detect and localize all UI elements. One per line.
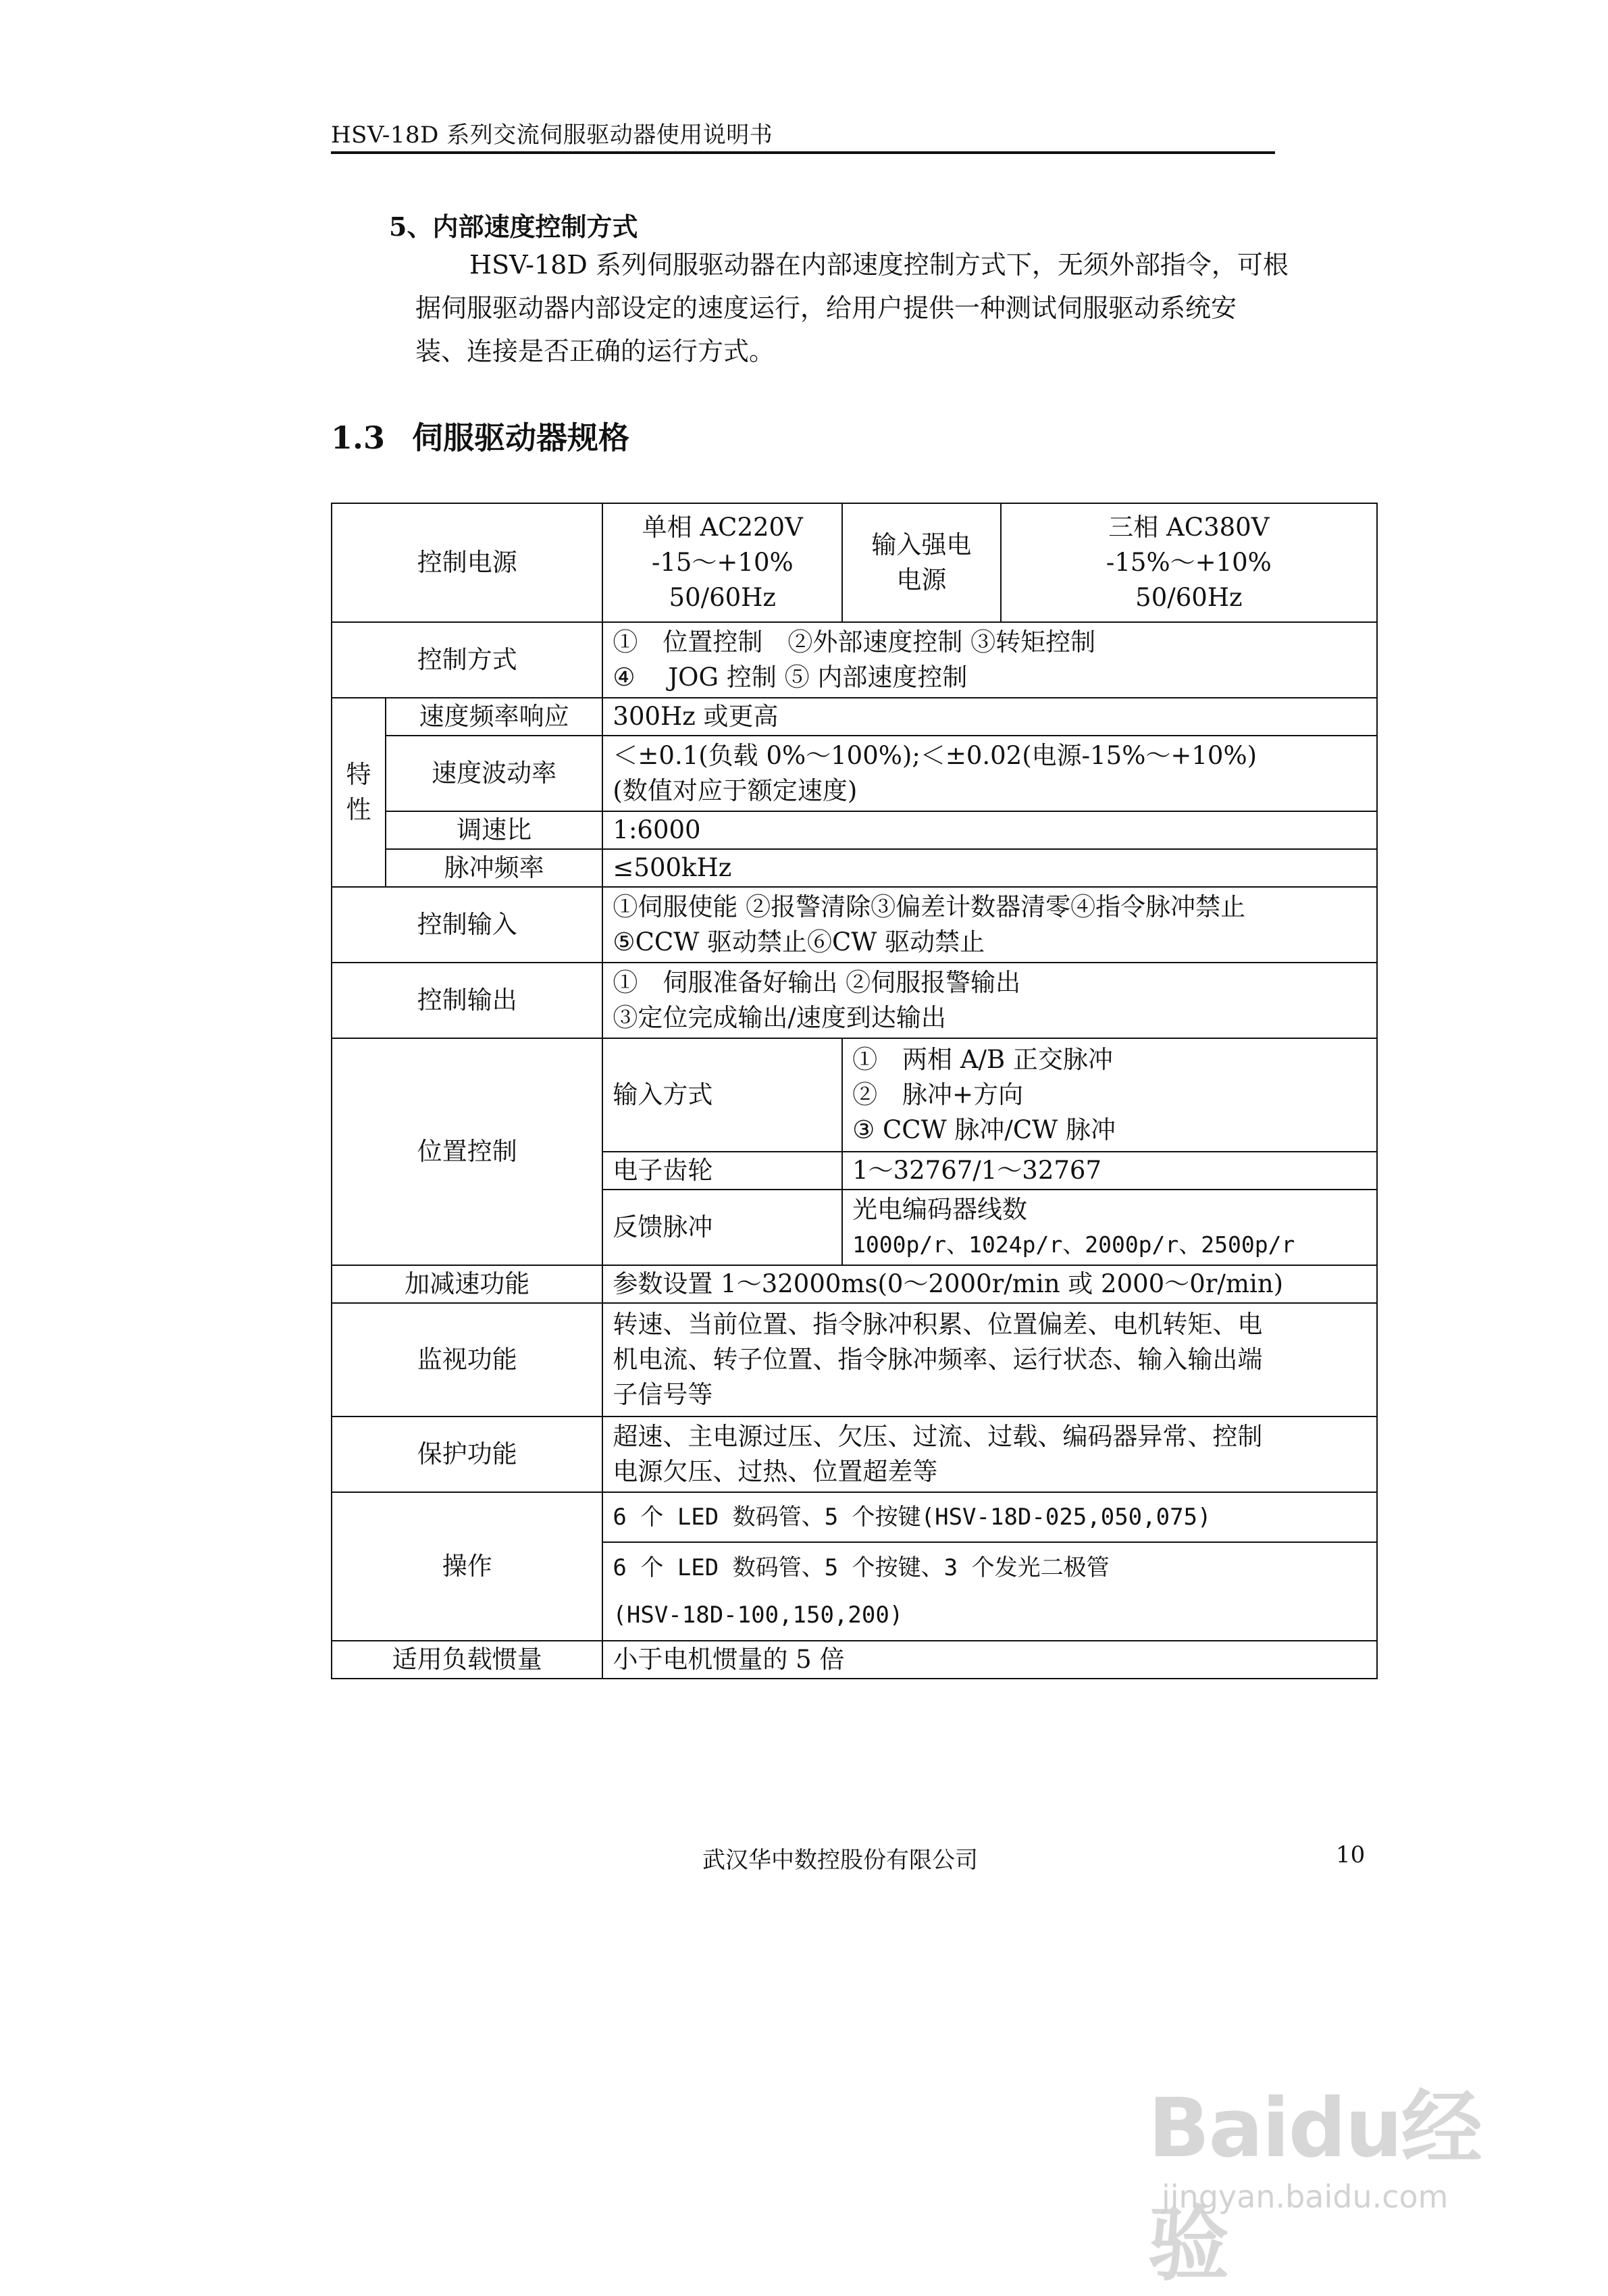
- footer-company: 武汉华中数控股份有限公司: [702, 1847, 978, 1874]
- page-header-title: HSV-18D 系列交流伺服驱动器使用说明书: [331, 122, 773, 149]
- control-input-label: 控制输入: [332, 887, 602, 963]
- monitor-value: 转速、当前位置、指令脉冲积累、位置偏差、电机转矩、电 机电流、转子位置、指令脉冲频率、运行状态、输入输出端 子信号等: [602, 1303, 1377, 1417]
- section-1-3-heading: [331, 413, 629, 458]
- table-row-control-mode: [332, 622, 1377, 698]
- table-row-position-input-mode: [332, 1038, 1377, 1152]
- watermark-url: jingyan.baidu.com: [1162, 2178, 1449, 2215]
- table-row-accel: [332, 1265, 1377, 1303]
- speed-fluctuation-label: 速度波动率: [386, 736, 602, 811]
- section-number: 1.3: [331, 419, 386, 456]
- control-input-value: ①伺服使能 ②报警清除③偏差计数器清零④指令脉冲禁止 ⑤CCW 驱动禁止⑥CW 驱动禁止: [602, 887, 1377, 963]
- power-input-label: 输入强电 电源: [842, 503, 1001, 622]
- baidu-watermark: [1148, 2064, 1526, 2292]
- speed-response-value: 300Hz 或更高: [602, 698, 1377, 736]
- operation-value-2: 6 个 LED 数码管、5 个按键、3 个发光二极管 (HSV-18D-100,150,200): [602, 1542, 1377, 1641]
- inertia-value: 小于电机惯量的 5 倍: [602, 1641, 1377, 1679]
- characteristics-label: 特 性: [332, 698, 386, 887]
- feedback-pulse-value: 光电编码器线数 1000p/r、1024p/r、2000p/r、2500p/r: [842, 1190, 1377, 1265]
- electronic-gear-label: 电子齿轮: [602, 1152, 842, 1190]
- speed-response-label: 速度频率响应: [386, 698, 602, 736]
- paragraph-line: 装、连接是否正确的运行方式。: [415, 336, 775, 366]
- paragraph-line: 据伺服驱动器内部设定的速度运行，给用户提供一种测试伺服驱动系统安: [415, 293, 1237, 323]
- header-rule: [331, 151, 1275, 154]
- power-label: 控制电源: [332, 503, 602, 622]
- power-three-phase: 三相 AC380V -15%～+10% 50/60Hz: [1001, 503, 1377, 622]
- table-row-power: [332, 503, 1377, 622]
- table-row-protect: [332, 1417, 1377, 1492]
- speed-fluctuation-value: ＜±0.1(负载 0%～100%);＜±0.02(电源-15%～+10%) (数值对应于额定速度): [602, 736, 1377, 811]
- table-row-monitor: [332, 1303, 1377, 1417]
- table-row-speed-ratio: [332, 811, 1377, 849]
- speed-ratio-value: 1:6000: [602, 811, 1377, 849]
- input-mode-label: 输入方式: [602, 1038, 842, 1152]
- operation-label: 操作: [332, 1492, 602, 1641]
- table-row-inertia: [332, 1641, 1377, 1679]
- accel-value: 参数设置 1～32000ms(0～2000r/min 或 2000～0r/min): [602, 1265, 1377, 1303]
- section-5-title: 5、内部速度控制方式: [389, 211, 638, 242]
- position-control-label: 位置控制: [332, 1038, 602, 1265]
- table-row-control-output: [332, 963, 1377, 1038]
- baidu-logo-icon: Baidu经验: [1148, 2082, 1481, 2292]
- table-row-control-input: [332, 887, 1377, 963]
- table-row-speed-fluctuation: [332, 736, 1377, 811]
- page-number: 10: [1336, 1841, 1366, 1868]
- speed-ratio-label: 调速比: [386, 811, 602, 849]
- table-row-speed-response: [332, 698, 1377, 736]
- protect-value: 超速、主电源过压、欠压、过流、过载、编码器异常、控制 电源欠压、过热、位置超差等: [602, 1417, 1377, 1492]
- section-title: 伺服驱动器规格: [412, 419, 629, 456]
- table-row-pulse-frequency: [332, 849, 1377, 887]
- pulse-frequency-label: 脉冲频率: [386, 849, 602, 887]
- control-mode-label: 控制方式: [332, 622, 602, 698]
- section-5-body: [415, 243, 1361, 373]
- electronic-gear-value: 1～32767/1～32767: [842, 1152, 1377, 1190]
- input-mode-value: ① 两相 A/B 正交脉冲 ② 脉冲+方向 ③ CCW 脉冲/CW 脉冲: [842, 1038, 1377, 1152]
- feedback-pulse-label: 反馈脉冲: [602, 1190, 842, 1265]
- protect-label: 保护功能: [332, 1417, 602, 1492]
- operation-value-1: 6 个 LED 数码管、5 个按键(HSV-18D-025,050,075): [602, 1492, 1377, 1542]
- control-mode-value: ① 位置控制 ②外部速度控制 ③转矩控制 ④ JOG 控制 ⑤ 内部速度控制: [602, 622, 1377, 698]
- pulse-frequency-value: ≤500kHz: [602, 849, 1377, 887]
- control-output-label: 控制输出: [332, 963, 602, 1038]
- power-single-phase: 单相 AC220V -15～+10% 50/60Hz: [602, 503, 842, 622]
- monitor-label: 监视功能: [332, 1303, 602, 1417]
- paragraph-line: HSV-18D 系列伺服驱动器在内部速度控制方式下，无须外部指令，可根: [469, 250, 1289, 280]
- inertia-label: 适用负载惯量: [332, 1641, 602, 1679]
- table-row-operation-1: [332, 1492, 1377, 1542]
- accel-label: 加减速功能: [332, 1265, 602, 1303]
- spec-table: [331, 503, 1378, 1679]
- control-output-value: ① 伺服准备好输出 ②伺服报警输出 ③定位完成输出/速度到达输出: [602, 963, 1377, 1038]
